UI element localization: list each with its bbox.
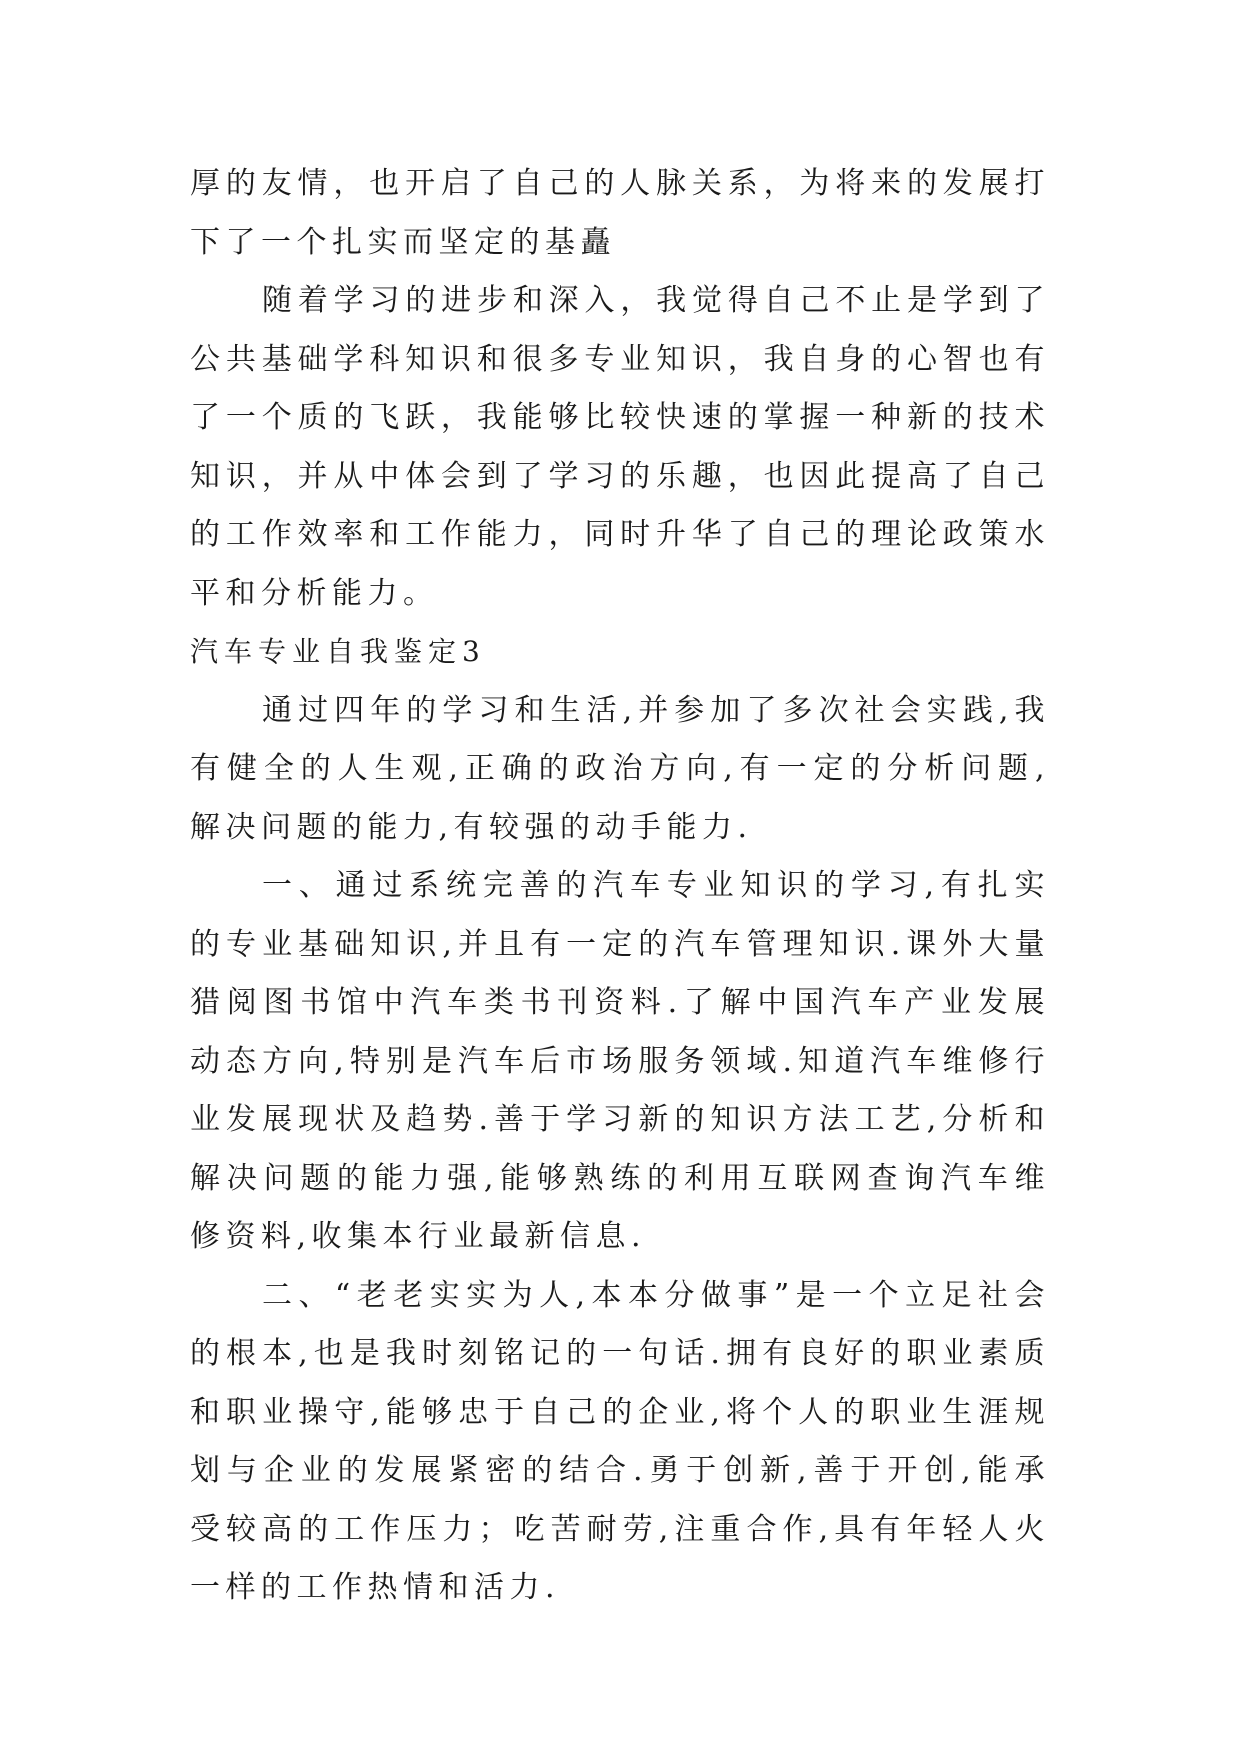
section-title: 汽车专业自我鉴定3 [190, 635, 486, 668]
paragraph-learning-progress: 随着学习的进步和深入，我觉得自己不止是学到了公共基础学科知识和很多专业知识，我自身的心智也有了一个质的飞跃，我能够比较快速的掌握一种新的技术知识，并从中体会到了学习的乐趣，也因此提高了自己的工作效率和工作能力，同时升华了自己的理论政策水平和分析能力。 [190, 283, 1050, 611]
paragraph-point-one: 一、通过系统完善的汽车专业知识的学习,有扎实的专业基础知识,并且有一定的汽车管理知识.课外大量猎阅图书馆中汽车类书刊资料.了解中国汽车产业发展动态方向,特别是汽车后市场服务领域.知道汽车维修行业发展现状及趋势.善于学习新的知识方法工艺,分析和解决问题的能力强,能够熟练的利用互联网查询汽车维修资料,收集本行业最新信息. [190, 868, 1050, 1254]
paragraph-continued: 厚的友情，也开启了自己的人脉关系，为将来的发展打下了一个扎实而坚定的基矗 [190, 166, 1050, 260]
document-body [190, 155, 1050, 1618]
paragraph-summary: 通过四年的学习和生活,并参加了多次社会实践,我有健全的人生观,正确的政治方向,有一定的分析问题,解决问题的能力,有较强的动手能力. [190, 692, 1050, 845]
paragraph-point-two: 二、“老老实实为人,本本分做事”是一个立足社会的根本,也是我时刻铭记的一句话.拥有良好的职业素质和职业操守,能够忠于自己的企业,将个人的职业生涯规划与企业的发展紧密的结合.勇于创新,善于开创,能承受较高的工作压力；吃苦耐劳,注重合作,具有年轻人火一样的工作热情和活力. [190, 1277, 1050, 1605]
